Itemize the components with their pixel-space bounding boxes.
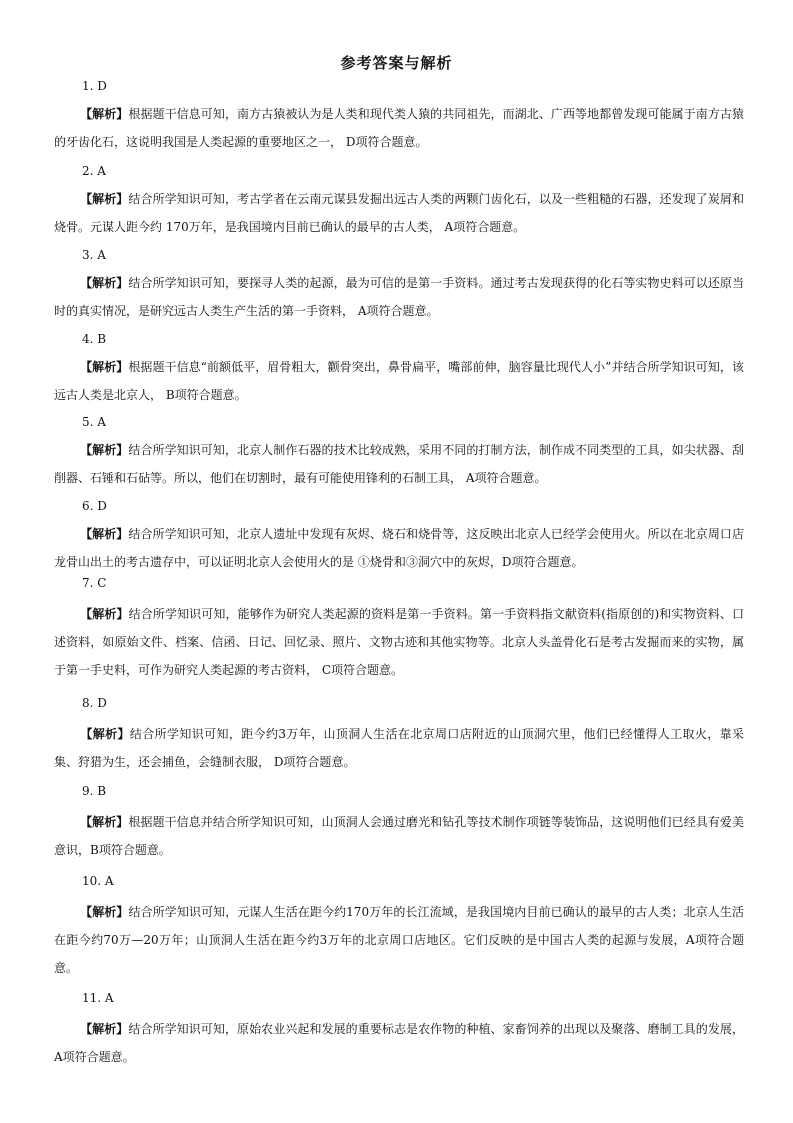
explanation-paragraph <box>54 100 744 156</box>
answer-number: 2. A <box>82 164 106 178</box>
answer-number: 8. D <box>82 696 107 710</box>
explanation-text: 根据题干信息可知，南方古猿被认为是人类和现代类人猿的共同祖先，而湖北、广西等地都曾发现可能属于南方古猿的牙齿化石，这说明我国是人类起源的重要地区之一， D项符合题意。 <box>54 107 744 149</box>
explanation-text: 结合所学知识可知，考古学者在云南元谋县发掘出远古人类的两颗门齿化石，以及一些粗糙的石器，还发现了炭屑和烧骨。元谋人距今约 170万年，是我国境内目前已确认的最早的古人类， A项符合题意。 <box>54 192 744 234</box>
explanation-tag: 【解析】 <box>80 1022 129 1036</box>
explanation-paragraph <box>54 185 744 241</box>
explanation-tag: 【解析】 <box>80 107 129 121</box>
answer-number: 4. B <box>82 332 107 346</box>
explanation-paragraph <box>54 1015 744 1071</box>
explanation-text: 结合所学知识可知，北京人遗址中发现有灰烬、烧石和烧骨等，这反映出北京人已经学会使用火。所以在北京周口店龙骨山出土的考古遗存中，可以证明北京人会使用火的是 ①烧骨和③洞穴中的灰烬，D项符合题意。 <box>54 527 744 569</box>
explanation-tag: 【解析】 <box>80 607 129 621</box>
explanation-paragraph <box>54 720 744 776</box>
explanation-paragraph <box>54 600 744 684</box>
answer-number: 5. A <box>82 415 106 429</box>
explanation-text: 结合所学知识可知，元谋人生活在距今约170万年的长江流域，是我国境内目前已确认的最早的古人类；北京人生活在距今约70万—20万年；山顶洞人生活在距今约3万年的北京周口店地区。它们反映的是中国古人类的起源与发展，A项符合题意。 <box>54 905 744 975</box>
answer-number: 3. A <box>82 248 106 262</box>
explanation-text: 结合所学知识可知，能够作为研究人类起源的资料是第一手资料。第一手资料指文献资料(指原创的)和实物资料、口述资料，如原始文件、档案、信函、日记、回忆录、照片、文物古迹和其他实物等。北京人头盖骨化石是考古发掘而来的实物，属于第一手史料，可作为研究人类起源的考古资料， C项符合题意。 <box>54 607 744 677</box>
answer-number: 10. A <box>82 874 114 888</box>
explanation-text: 结合所学知识可知，原始农业兴起和发展的重要标志是农作物的种植、家畜饲养的出现以及聚落、磨制工具的发展，A项符合题意。 <box>54 1022 744 1064</box>
answer-number: 6. D <box>82 499 107 513</box>
explanation-paragraph <box>54 898 744 982</box>
explanation-text: 根据题干信息并结合所学知识可知，山顶洞人会通过磨光和钻孔等技术制作项链等装饰品，这说明他们已经具有爱美意识，B项符合题意。 <box>54 815 744 857</box>
explanation-tag: 【解析】 <box>80 192 129 206</box>
answer-number: 11. A <box>82 991 114 1005</box>
explanation-text: 结合所学知识可知，要探寻人类的起源，最为可信的是第一手资料。通过考古发现获得的化石等实物史料可以还原当时的真实情况，是研究远古人类生产生活的第一手资料， A项符合题意。 <box>54 276 744 318</box>
explanation-tag: 【解析】 <box>80 727 130 741</box>
explanation-text: 结合所学知识可知，北京人制作石器的技术比较成熟，采用不同的打制方法，制作成不同类型的工具，如尖状器、刮削器、石锤和石砧等。所以，他们在切割时，最有可能使用锋利的石制工具， A项符合题意。 <box>54 443 744 485</box>
explanation-tag: 【解析】 <box>80 815 129 829</box>
page-title: 参考答案与解析 <box>340 54 453 72</box>
explanation-paragraph <box>54 808 744 864</box>
answer-number: 1. D <box>82 79 107 93</box>
explanation-paragraph <box>54 353 744 409</box>
explanation-paragraph <box>54 436 744 492</box>
explanation-paragraph <box>54 269 744 325</box>
explanation-text: 根据题干信息“前额低平，眉骨粗大，颧骨突出，鼻骨扁平，嘴部前伸，脑容量比现代人小”并结合所学知识可知，该远古人类是北京人， B项符合题意。 <box>54 360 744 402</box>
explanation-paragraph <box>54 520 744 576</box>
answer-number: 9. B <box>82 784 107 798</box>
explanation-tag: 【解析】 <box>80 443 129 457</box>
answer-number: 7. C <box>82 576 107 590</box>
explanation-tag: 【解析】 <box>80 527 129 541</box>
explanation-text: 结合所学知识可知，距今约3万年，山顶洞人生活在北京周口店附近的山顶洞穴里，他们已经懂得人工取火，靠采集、狩猎为生，还会捕鱼，会缝制衣服， D项符合题意。 <box>54 727 744 769</box>
explanation-tag: 【解析】 <box>80 276 129 290</box>
explanation-tag: 【解析】 <box>80 360 129 374</box>
explanation-tag: 【解析】 <box>80 905 129 919</box>
